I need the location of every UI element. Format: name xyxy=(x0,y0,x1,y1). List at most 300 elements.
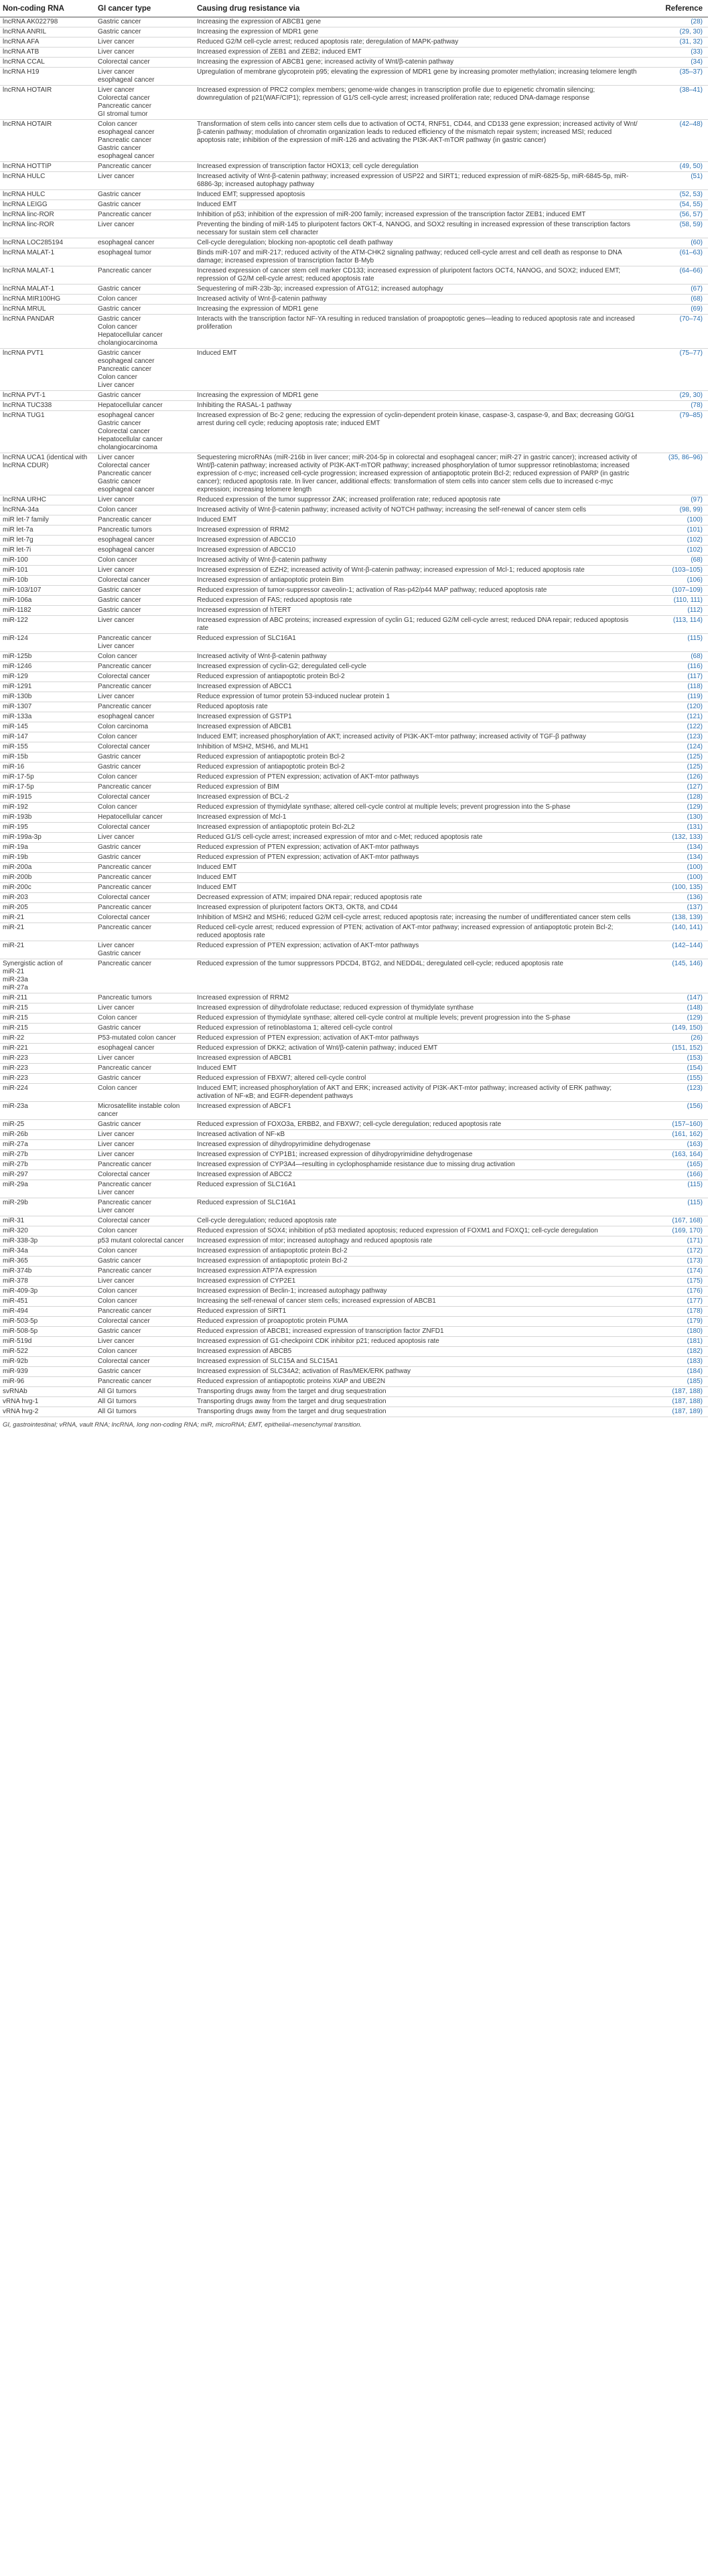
reference-cell[interactable]: (132, 133) xyxy=(643,833,708,843)
table-row xyxy=(0,1034,708,1044)
ncrna-cell: miR-16 xyxy=(0,762,95,773)
ncrna-cell: lncRNA LEIGG xyxy=(0,200,95,210)
mechanism-cell: Increased activity of Wnt-β-catenin pathway; increased expression of USP22 and SIRT1; reduced expression of miR-6825-5p, miR-6845-5p, miR-6886-3p; increased autophagy pathway xyxy=(194,172,643,190)
mechanism-cell: Reduced G1/S cell-cycle arrest; increased expression of mtor and c-Met; reduced apoptosis rate xyxy=(194,833,643,843)
cancer-type-cell: p53 mutant colorectal cancer xyxy=(95,1236,194,1246)
mechanism-cell: Reduced expression of antiapoptotic protein Bcl-2 xyxy=(194,762,643,773)
mechanism-cell: Reduced expression of FAS; reduced apoptosis rate xyxy=(194,596,643,606)
ncrna-cell: miR-297 xyxy=(0,1170,95,1180)
cancer-type-cell: Liver cancer Colorectal cancer Pancreatic cancer GI stromal tumor xyxy=(95,86,194,120)
cancer-type-cell: Gastric cancer xyxy=(95,27,194,37)
reference-cell[interactable]: (182) xyxy=(643,1347,708,1357)
cancer-type-cell: Colon cancer xyxy=(95,556,194,566)
cancer-type-cell: Liver cancer xyxy=(95,1140,194,1150)
table-row xyxy=(0,1014,708,1024)
mechanism-cell: Reduced expression of antiapoptotic protein Bcl-2 xyxy=(194,672,643,682)
cancer-type-cell: Gastric cancer xyxy=(95,1257,194,1267)
table-row xyxy=(0,37,708,48)
table-row xyxy=(0,1084,708,1102)
mechanism-cell: Reduced expression of SLC16A1 xyxy=(194,1180,643,1198)
ncrna-cell: miR-338-3p xyxy=(0,1236,95,1246)
ncrna-cell: miR-215 xyxy=(0,1024,95,1034)
reference-cell[interactable]: (122) xyxy=(643,722,708,732)
ncrna-cell: miR-27b xyxy=(0,1160,95,1170)
reference-cell[interactable]: (101) xyxy=(643,526,708,536)
reference-cell[interactable]: (58, 59) xyxy=(643,220,708,238)
ncrna-cell: miR-374b xyxy=(0,1267,95,1277)
mechanism-cell: Induced EMT; increased phosphorylation of AKT; increased activity of PI3K-AKT-mtor pathway; increased activity of TGF-β pathway xyxy=(194,732,643,742)
table-row xyxy=(0,238,708,248)
reference-cell[interactable]: (102) xyxy=(643,546,708,556)
reference-cell[interactable]: (68) xyxy=(643,556,708,566)
reference-cell[interactable]: (78) xyxy=(643,401,708,411)
table-row xyxy=(0,305,708,315)
reference-cell[interactable]: (79–85) xyxy=(643,411,708,453)
reference-cell[interactable]: (149, 150) xyxy=(643,1024,708,1034)
reference-cell[interactable]: (157–160) xyxy=(643,1120,708,1130)
reference-cell[interactable]: (113, 114) xyxy=(643,616,708,634)
reference-cell[interactable]: (161, 162) xyxy=(643,1130,708,1140)
ncrna-cell: miR-409-3p xyxy=(0,1287,95,1297)
reference-cell[interactable]: (35, 86–96) xyxy=(643,453,708,495)
reference-cell[interactable]: (136) xyxy=(643,893,708,903)
ncrna-cell: lncRNA MALAT-1 xyxy=(0,248,95,266)
table-row xyxy=(0,162,708,172)
reference-cell[interactable]: (174) xyxy=(643,1267,708,1277)
reference-cell[interactable]: (123) xyxy=(643,732,708,742)
cancer-type-cell: Gastric cancer xyxy=(95,762,194,773)
cancer-type-cell: Colon cancer xyxy=(95,1014,194,1024)
reference-cell[interactable]: (117) xyxy=(643,672,708,682)
table-row xyxy=(0,1317,708,1327)
reference-cell[interactable]: (145, 146) xyxy=(643,959,708,993)
reference-cell[interactable]: (112) xyxy=(643,606,708,616)
reference-cell[interactable]: (124) xyxy=(643,742,708,752)
reference-cell[interactable]: (175) xyxy=(643,1277,708,1287)
reference-cell[interactable]: (177) xyxy=(643,1297,708,1307)
cancer-type-cell: Pancreatic cancer Liver cancer xyxy=(95,634,194,652)
reference-cell[interactable]: (67) xyxy=(643,285,708,295)
cancer-type-cell: Gastric cancer xyxy=(95,752,194,762)
mechanism-cell: Induced EMT xyxy=(194,863,643,873)
cancer-type-cell: Gastric cancer xyxy=(95,853,194,863)
ncrna-cell: miR-17-5p xyxy=(0,783,95,793)
ncrna-cell: lncRNA HOTTIP xyxy=(0,162,95,172)
reference-cell[interactable]: (116) xyxy=(643,662,708,672)
reference-cell[interactable]: (100) xyxy=(643,515,708,526)
table-row xyxy=(0,893,708,903)
table-row xyxy=(0,190,708,200)
mechanism-cell: Reduced expression of antiapoptotic proteins XIAP and UBE2N xyxy=(194,1377,643,1387)
reference-cell[interactable]: (35–37) xyxy=(643,68,708,86)
cancer-type-cell: Pancreatic cancer xyxy=(95,515,194,526)
reference-cell[interactable]: (49, 50) xyxy=(643,162,708,172)
reference-cell[interactable]: (54, 55) xyxy=(643,200,708,210)
cancer-type-cell: Pancreatic cancer xyxy=(95,1064,194,1074)
table-row xyxy=(0,1120,708,1130)
reference-cell[interactable]: (64–66) xyxy=(643,266,708,285)
reference-cell[interactable]: (123) xyxy=(643,1084,708,1102)
cancer-type-cell: Pancreatic cancer xyxy=(95,266,194,285)
table-row xyxy=(0,634,708,652)
table-row xyxy=(0,17,708,27)
cancer-type-cell: Pancreatic cancer xyxy=(95,959,194,993)
cancer-type-cell: Gastric cancer xyxy=(95,586,194,596)
table-row xyxy=(0,873,708,883)
mechanism-cell: Sequestering microRNAs (miR-216b in liver cancer; miR-204-5p in colorectal and esophageal cancer; miR-27 in gastric cancer); increased activity of Wnt/β-catenin pathway; increased activity of PI3K-AKT-mTOR pathway; increased phosphorylation of tumor suppressor retinoblastoma; increased expression of c-myc; increased cell-cycle progression; increased expression of antiapoptotic protein Bcl-2; reduced expression of PARP (in gastric cancer); reduced apoptosis rate. In liver cancer, additional effects: transformation of stem cells into cancer stem cells due to increased c-myc expression; increasing telomere length xyxy=(194,453,643,495)
reference-cell[interactable]: (115) xyxy=(643,634,708,652)
reference-cell[interactable]: (115) xyxy=(643,1180,708,1198)
reference-cell[interactable]: (155) xyxy=(643,1074,708,1084)
reference-cell[interactable]: (100, 135) xyxy=(643,883,708,893)
reference-cell[interactable]: (131) xyxy=(643,823,708,833)
ncrna-cell: miR-29b xyxy=(0,1198,95,1216)
ncrna-cell: miR-147 xyxy=(0,732,95,742)
reference-cell[interactable]: (121) xyxy=(643,712,708,722)
mechanism-cell: Increased activity of Wnt-β-catenin pathway xyxy=(194,295,643,305)
mechanism-cell: Induced EMT xyxy=(194,883,643,893)
reference-cell[interactable]: (147) xyxy=(643,993,708,1003)
mechanism-cell: Increased expression of antiapoptotic protein Bcl-2L2 xyxy=(194,823,643,833)
reference-cell[interactable]: (173) xyxy=(643,1257,708,1267)
cancer-type-cell: Liver cancer xyxy=(95,1277,194,1287)
reference-cell[interactable]: (38–41) xyxy=(643,86,708,120)
mechanism-cell: Increasing the self-renewal of cancer stem cells; increased expression of ABCB1 xyxy=(194,1297,643,1307)
reference-cell[interactable]: (29, 30) xyxy=(643,391,708,401)
reference-cell[interactable]: (184) xyxy=(643,1367,708,1377)
cancer-type-cell: Hepatocellular cancer xyxy=(95,401,194,411)
reference-cell[interactable]: (156) xyxy=(643,1102,708,1120)
reference-cell[interactable]: (166) xyxy=(643,1170,708,1180)
reference-cell[interactable]: (151, 152) xyxy=(643,1044,708,1054)
reference-cell[interactable]: (68) xyxy=(643,295,708,305)
table-row xyxy=(0,722,708,732)
reference-cell[interactable]: (148) xyxy=(643,1003,708,1014)
reference-cell[interactable]: (128) xyxy=(643,793,708,803)
reference-cell[interactable]: (169, 170) xyxy=(643,1226,708,1236)
cancer-type-cell: Gastric cancer xyxy=(95,17,194,27)
table-row xyxy=(0,913,708,923)
reference-cell[interactable]: (100) xyxy=(643,863,708,873)
table-row xyxy=(0,27,708,37)
mechanism-cell: Increased expression of ABCC10 xyxy=(194,536,643,546)
reference-cell[interactable]: (134) xyxy=(643,853,708,863)
cancer-type-cell: Pancreatic cancer xyxy=(95,903,194,913)
mechanism-cell: Increased expression of PRC2 complex members; genome-wide changes in transcription profile due to epigenetic chromatin silencing; downregulation of p21(WAF/CIP1); repression of G1/S cell-cycle arrest; increased proliferation rate; reduced DNA-damage response xyxy=(194,86,643,120)
mechanism-cell: Induced EMT xyxy=(194,1064,643,1074)
reference-cell[interactable]: (42–48) xyxy=(643,120,708,162)
ncrna-cell: miR-503-5p xyxy=(0,1317,95,1327)
mechanism-cell: Increased expression of Mcl-1 xyxy=(194,813,643,823)
cancer-type-cell: Pancreatic cancer xyxy=(95,863,194,873)
reference-cell[interactable]: (163) xyxy=(643,1140,708,1150)
cancer-type-cell: Liver cancer xyxy=(95,1337,194,1347)
reference-cell[interactable]: (51) xyxy=(643,172,708,190)
reference-cell[interactable]: (127) xyxy=(643,783,708,793)
table-row xyxy=(0,712,708,722)
cancer-type-cell: Colorectal cancer xyxy=(95,1170,194,1180)
mechanism-cell: Increased expression of dihydropyrimidine dehydrogenase xyxy=(194,1140,643,1150)
ncrna-cell: miR-27b xyxy=(0,1150,95,1160)
reference-cell[interactable]: (120) xyxy=(643,702,708,712)
cancer-type-cell: Pancreatic cancer xyxy=(95,682,194,692)
table-row xyxy=(0,86,708,120)
reference-cell[interactable]: (103–105) xyxy=(643,566,708,576)
table-row xyxy=(0,1198,708,1216)
ncrna-cell: lncRNA linc-ROR xyxy=(0,210,95,220)
table-row xyxy=(0,1024,708,1034)
mechanism-cell: Increased expression ATP7A expression xyxy=(194,1267,643,1277)
reference-cell[interactable]: (137) xyxy=(643,903,708,913)
table-row xyxy=(0,1226,708,1236)
table-row xyxy=(0,220,708,238)
reference-cell[interactable]: (187, 189) xyxy=(643,1407,708,1417)
ncrna-cell: miR-130b xyxy=(0,692,95,702)
reference-cell[interactable]: (115) xyxy=(643,1198,708,1216)
mechanism-cell: Increased expression of SLC34A2; activation of Ras/MEK/ERK pathway xyxy=(194,1367,643,1377)
cancer-type-cell: Colorectal cancer xyxy=(95,58,194,68)
reference-cell[interactable]: (140, 141) xyxy=(643,923,708,941)
cancer-type-cell: Colon cancer xyxy=(95,295,194,305)
mechanism-cell: Increased expression of CYP3A4—resulting in cyclophosphamide resistance due to missing drug activation xyxy=(194,1160,643,1170)
reference-cell[interactable]: (70–74) xyxy=(643,315,708,349)
mechanism-cell: Increasing the expression of MDR1 gene xyxy=(194,305,643,315)
ncrna-cell: miR-494 xyxy=(0,1307,95,1317)
ncrna-cell: miR-15b xyxy=(0,752,95,762)
cancer-type-cell: Pancreatic cancer xyxy=(95,1307,194,1317)
reference-cell[interactable]: (126) xyxy=(643,773,708,783)
reference-cell[interactable]: (129) xyxy=(643,803,708,813)
cancer-type-cell: esophageal cancer xyxy=(95,712,194,722)
table-row xyxy=(0,48,708,58)
ncrna-cell: miR-25 xyxy=(0,1120,95,1130)
reference-cell[interactable]: (119) xyxy=(643,692,708,702)
reference-cell[interactable]: (142–144) xyxy=(643,941,708,959)
reference-cell[interactable]: (165) xyxy=(643,1160,708,1170)
cancer-type-cell: Pancreatic cancer xyxy=(95,923,194,941)
reference-cell[interactable]: (29, 30) xyxy=(643,27,708,37)
ncrna-cell: lncRNA-34a xyxy=(0,505,95,515)
table-row xyxy=(0,1160,708,1170)
table-row xyxy=(0,1377,708,1387)
mechanism-cell: Increased expression of EZH2; increased activity of Wnt-β-catenin pathway; increased expression of Mcl-1; reduced apoptosis rate xyxy=(194,566,643,576)
cancer-type-cell: Pancreatic tumors xyxy=(95,526,194,536)
reference-cell[interactable]: (125) xyxy=(643,762,708,773)
reference-cell[interactable]: (118) xyxy=(643,682,708,692)
mechanism-cell: Inhibiting the RASAL-1 pathway xyxy=(194,401,643,411)
reference-cell[interactable]: (100) xyxy=(643,873,708,883)
ncrna-cell: lncRNA TUG1 xyxy=(0,411,95,453)
cancer-type-cell: Colon cancer xyxy=(95,1297,194,1307)
cancer-type-cell: Colorectal cancer xyxy=(95,1216,194,1226)
mechanism-cell: Induced EMT xyxy=(194,349,643,391)
ncrna-cell: miR-96 xyxy=(0,1377,95,1387)
reference-cell[interactable]: (98, 99) xyxy=(643,505,708,515)
ncrna-cell: miR-320 xyxy=(0,1226,95,1236)
ncrna-cell: miR-1246 xyxy=(0,662,95,672)
ncrna-cell: miR-17-5p xyxy=(0,773,95,783)
ncrna-cell: lncRNA HULC xyxy=(0,172,95,190)
reference-cell[interactable]: (34) xyxy=(643,58,708,68)
mechanism-cell: Transporting drugs away from the target and drug sequestration xyxy=(194,1397,643,1407)
cancer-type-cell: Pancreatic tumors xyxy=(95,993,194,1003)
ncrna-cell: lncRNA linc-ROR xyxy=(0,220,95,238)
reference-cell[interactable]: (167, 168) xyxy=(643,1216,708,1226)
cancer-type-cell: Colorectal cancer xyxy=(95,576,194,586)
ncrna-cell: miR-101 xyxy=(0,566,95,576)
reference-cell[interactable]: (178) xyxy=(643,1307,708,1317)
reference-cell[interactable]: (154) xyxy=(643,1064,708,1074)
reference-cell[interactable]: (107–109) xyxy=(643,586,708,596)
reference-cell[interactable]: (172) xyxy=(643,1246,708,1257)
cancer-type-cell: Colon cancer esophageal cancer Pancreatic cancer Gastric cancer esophageal cancer xyxy=(95,120,194,162)
reference-cell[interactable]: (102) xyxy=(643,536,708,546)
mechanism-cell: Induced EMT xyxy=(194,873,643,883)
mechanism-cell: Increasing the expression of ABCB1 gene; increased activity of Wnt/β-catenin pathway xyxy=(194,58,643,68)
reference-cell[interactable]: (181) xyxy=(643,1337,708,1347)
cancer-type-cell: esophageal cancer xyxy=(95,1044,194,1054)
ncrna-cell: miR let-7a xyxy=(0,526,95,536)
mechanism-cell: Inhibition of MSH2, MSH6, and MLH1 xyxy=(194,742,643,752)
ncrna-cell: miR-10b xyxy=(0,576,95,586)
cancer-type-cell: All GI tumors xyxy=(95,1387,194,1397)
reference-cell[interactable]: (187, 188) xyxy=(643,1387,708,1397)
reference-cell[interactable]: (97) xyxy=(643,495,708,505)
reference-cell[interactable]: (56, 57) xyxy=(643,210,708,220)
cancer-type-cell: Pancreatic cancer xyxy=(95,662,194,672)
reference-cell[interactable]: (183) xyxy=(643,1357,708,1367)
cancer-type-cell: P53-mutated colon cancer xyxy=(95,1034,194,1044)
table-row xyxy=(0,210,708,220)
mechanism-cell: Reduced expression of proapoptotic protein PUMA xyxy=(194,1317,643,1327)
cancer-type-cell: esophageal cancer xyxy=(95,536,194,546)
table-row xyxy=(0,315,708,349)
reference-cell[interactable]: (28) xyxy=(643,17,708,27)
table-row xyxy=(0,833,708,843)
ncrna-cell: miR-31 xyxy=(0,1216,95,1226)
mechanism-cell: Increased activity of Wnt-β-catenin pathway xyxy=(194,556,643,566)
mechanism-cell: Increased expression of SLC15A and SLC15A1 xyxy=(194,1357,643,1367)
mechanism-cell: Reduced expression of thymidylate synthase; altered cell-cycle control at multiple levels; prevent progression into the S-phase xyxy=(194,803,643,813)
table-row xyxy=(0,1407,708,1417)
cancer-type-cell: Gastric cancer xyxy=(95,1024,194,1034)
cancer-type-cell: Colorectal cancer xyxy=(95,672,194,682)
table-body xyxy=(0,17,708,1417)
mechanism-cell: Reduced expression of FBXW7; altered cell-cycle control xyxy=(194,1074,643,1084)
mechanism-cell: Transporting drugs away from the target and drug sequestration xyxy=(194,1387,643,1397)
table-row xyxy=(0,266,708,285)
reference-cell[interactable]: (125) xyxy=(643,752,708,762)
reference-cell[interactable]: (31, 32) xyxy=(643,37,708,48)
reference-cell[interactable]: (68) xyxy=(643,652,708,662)
ncrna-cell: miR-508-5p xyxy=(0,1327,95,1337)
mechanism-cell: Reduced expression of the tumor suppressors PDCD4, BTG2, and NEDD4L; deregulated cell-cycle; reduced apoptosis rate xyxy=(194,959,643,993)
reference-cell[interactable]: (75–77) xyxy=(643,349,708,391)
table-row xyxy=(0,616,708,634)
ncrna-cell: lncRNA PVT1 xyxy=(0,349,95,391)
reference-cell[interactable]: (106) xyxy=(643,576,708,586)
reference-cell[interactable]: (138, 139) xyxy=(643,913,708,923)
reference-cell[interactable]: (179) xyxy=(643,1317,708,1327)
table-row xyxy=(0,1003,708,1014)
reference-cell[interactable]: (180) xyxy=(643,1327,708,1337)
cancer-type-cell: All GI tumors xyxy=(95,1407,194,1417)
cancer-type-cell: Liver cancer xyxy=(95,1150,194,1160)
table-row xyxy=(0,285,708,295)
table-row xyxy=(0,941,708,959)
cancer-type-cell: Colon cancer xyxy=(95,652,194,662)
ncrna-cell: miR-1291 xyxy=(0,682,95,692)
table-row xyxy=(0,1246,708,1257)
reference-cell[interactable]: (171) xyxy=(643,1236,708,1246)
header-ncrna: Non-coding RNA xyxy=(0,0,95,17)
cancer-type-cell: Liver cancer xyxy=(95,495,194,505)
cancer-type-cell: Colon cancer xyxy=(95,1084,194,1102)
table-row xyxy=(0,823,708,833)
cancer-type-cell: Gastric cancer xyxy=(95,200,194,210)
reference-cell[interactable]: (176) xyxy=(643,1287,708,1297)
cancer-type-cell: Liver cancer Colorectal cancer Pancreatic cancer Gastric cancer esophageal cancer xyxy=(95,453,194,495)
reference-cell[interactable]: (129) xyxy=(643,1014,708,1024)
table-row xyxy=(0,1216,708,1226)
reference-cell[interactable]: (26) xyxy=(643,1034,708,1044)
reference-cell[interactable]: (61–63) xyxy=(643,248,708,266)
table-row xyxy=(0,732,708,742)
mechanism-cell: Increased expression of ABCF1 xyxy=(194,1102,643,1120)
reference-cell[interactable]: (185) xyxy=(643,1377,708,1387)
reference-cell[interactable]: (69) xyxy=(643,305,708,315)
ncrna-cell: lncRNA MALAT-1 xyxy=(0,266,95,285)
cancer-type-cell: Gastric cancer xyxy=(95,1367,194,1377)
table-row xyxy=(0,1102,708,1120)
reference-cell[interactable]: (134) xyxy=(643,843,708,853)
ncrna-cell: miR-199a-3p xyxy=(0,833,95,843)
reference-cell[interactable]: (163, 164) xyxy=(643,1150,708,1160)
table-row xyxy=(0,652,708,662)
ncrna-cell: miR-19b xyxy=(0,853,95,863)
table-row xyxy=(0,546,708,556)
table-row xyxy=(0,752,708,762)
ncrna-cell: miR-22 xyxy=(0,1034,95,1044)
ncrna-cell: miR-211 xyxy=(0,993,95,1003)
reference-cell[interactable]: (130) xyxy=(643,813,708,823)
table-row xyxy=(0,923,708,941)
reference-cell[interactable]: (110, 111) xyxy=(643,596,708,606)
mechanism-cell: Reduced expression of PTEN expression; activation of AKT-mtor pathways xyxy=(194,843,643,853)
cancer-type-cell: Colorectal cancer xyxy=(95,1357,194,1367)
reference-cell[interactable]: (52, 53) xyxy=(643,190,708,200)
mechanism-cell: Reduced expression of SLC16A1 xyxy=(194,634,643,652)
reference-cell[interactable]: (33) xyxy=(643,48,708,58)
mechanism-cell: Induced EMT xyxy=(194,515,643,526)
ncrna-cell: miR-939 xyxy=(0,1367,95,1377)
cancer-type-cell: Colon cancer xyxy=(95,1287,194,1297)
table-row xyxy=(0,1337,708,1347)
reference-cell[interactable]: (60) xyxy=(643,238,708,248)
table-row xyxy=(0,1140,708,1150)
reference-cell[interactable]: (153) xyxy=(643,1054,708,1064)
table-row xyxy=(0,586,708,596)
ncrna-cell: miR-92b xyxy=(0,1357,95,1367)
cancer-type-cell: Liver cancer xyxy=(95,172,194,190)
reference-cell[interactable]: (187, 188) xyxy=(643,1397,708,1407)
table-row xyxy=(0,793,708,803)
mechanism-cell: Increased expression of RRM2 xyxy=(194,993,643,1003)
table-header-row xyxy=(0,0,708,17)
ncrna-cell: miR-103/107 xyxy=(0,586,95,596)
header-mechanism: Causing drug resistance via xyxy=(194,0,643,17)
mechanism-cell: Increased expression of CYP2E1 xyxy=(194,1277,643,1287)
